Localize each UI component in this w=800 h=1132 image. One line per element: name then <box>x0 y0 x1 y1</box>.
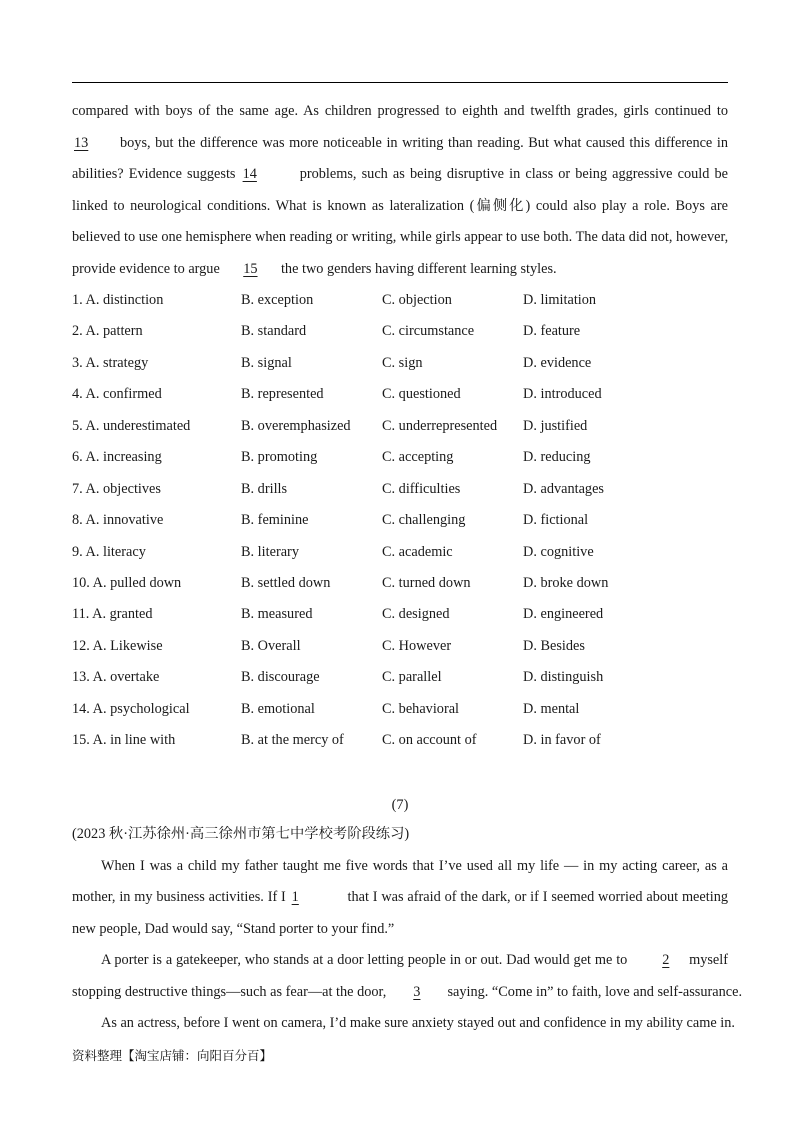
option-choice: C. on account of <box>382 732 477 749</box>
option-choice: B. discourage <box>241 669 320 686</box>
option-choice: D. justified <box>523 417 588 434</box>
option-row <box>72 568 728 599</box>
header-rule <box>72 82 728 83</box>
text-segment: saying. “Come in” to faith, love and self-assurance. <box>443 983 743 1000</box>
option-row <box>72 537 728 568</box>
option-choice: D. introduced <box>523 386 602 403</box>
option-choice: D. feature <box>523 323 581 340</box>
option-choice: D. evidence <box>523 354 592 371</box>
option-choice: B. overemphasized <box>241 417 351 434</box>
option-choice: C. accepting <box>382 449 454 466</box>
answer-blank: 13 <box>74 134 89 151</box>
text-line <box>72 977 743 1009</box>
option-choice: 7. A. objectives <box>72 480 161 497</box>
option-choice: D. cognitive <box>523 543 594 560</box>
footer-note: 资料整理【淘宝店铺：向阳百分百】 <box>72 1048 273 1063</box>
text-line <box>72 128 728 160</box>
option-choice: B. drills <box>241 480 288 497</box>
option-row <box>72 285 728 316</box>
answer-blank: 3 <box>413 983 421 1000</box>
text-line <box>72 945 728 977</box>
option-choice: C. challenging <box>382 512 466 529</box>
option-row <box>72 348 728 379</box>
option-row <box>72 725 728 756</box>
text-line <box>72 851 728 883</box>
option-choice: 1. A. distinction <box>72 292 164 308</box>
text-segment: provide evidence to argue <box>72 260 224 277</box>
option-choice: 2. A. pattern <box>72 323 143 340</box>
option-choice: B. signal <box>241 354 292 371</box>
option-row <box>72 505 728 536</box>
option-choice: C. behavioral <box>382 700 460 717</box>
text-line <box>72 159 728 191</box>
option-choice: 6. A. increasing <box>72 449 162 466</box>
option-choice: D. broke down <box>523 574 609 591</box>
option-choice: C. difficulties <box>382 480 461 497</box>
option-choice: 8. A. innovative <box>72 512 164 529</box>
text-segment: When I was a child my father taught me five words that I’ve used all my life — in my acting career, as a <box>101 857 728 874</box>
text-line <box>72 914 728 946</box>
option-choice: B. represented <box>241 386 324 403</box>
option-choice: C. However <box>382 637 452 654</box>
option-choice: D. in favor of <box>523 732 601 749</box>
text-segment: boys, but the difference was more noticeable in writing than reading. But what caused this difference in <box>120 134 728 151</box>
option-choice: C. objection <box>382 292 452 308</box>
option-choice: B. at the mercy of <box>241 732 344 749</box>
text-segment: linked to neurological conditions. What is known as lateralization (偏侧化) could also play a role. Boys are <box>72 197 728 214</box>
text-line <box>72 191 728 223</box>
text-segment: that I was afraid of the dark, or if I seemed worried about meeting <box>343 889 728 905</box>
text-segment: problems, such as being disruptive in class or being aggressive could be <box>294 166 728 182</box>
option-choice: B. feminine <box>241 512 309 529</box>
option-choice: B. emotional <box>241 700 315 717</box>
option-row <box>72 631 728 662</box>
option-choice: C. academic <box>382 543 453 560</box>
text-line <box>72 882 728 914</box>
text-segment: believed to use one hemisphere when reading or writing, while girls appear to use both. The data did not, however, <box>72 229 729 245</box>
option-choice: D. distinguish <box>523 669 604 686</box>
option-choice: D. engineered <box>523 606 604 623</box>
option-choice: 10. A. pulled down <box>72 574 182 591</box>
text-segment: new people, Dad would say, “Stand porter to your find.” <box>72 920 395 937</box>
option-row <box>72 379 728 410</box>
option-choice: B. promoting <box>241 449 318 466</box>
option-choice: C. sign <box>382 354 423 371</box>
option-choice: 11. A. granted <box>72 606 153 623</box>
option-row <box>72 316 728 347</box>
option-choice: 3. A. strategy <box>72 354 149 371</box>
answer-blank: 15 <box>243 260 258 277</box>
text-line <box>72 254 728 286</box>
option-choice: 12. A. Likewise <box>72 637 163 654</box>
text-segment: myself <box>685 952 728 968</box>
passage-1 <box>72 96 728 757</box>
passage-2-block <box>72 819 743 1040</box>
option-choice: D. mental <box>523 700 580 717</box>
answer-blank: 2 <box>662 952 670 968</box>
text-segment: compared with boys of the same age. As children progressed to eighth and twelfth grades, girls continued to <box>72 103 728 119</box>
option-row <box>72 411 728 442</box>
option-choice: B. settled down <box>241 574 331 591</box>
source-line: (2023 秋·江苏徐州·高三徐州市第七中学校考阶段练习) <box>72 826 410 842</box>
text-segment: the two genders having different learning styles. <box>277 260 557 277</box>
text-segment: A porter is a gatekeeper, who stands at a door letting people in or out. Dad would get me to <box>101 952 632 968</box>
option-choice: C. questioned <box>382 386 461 403</box>
option-row <box>72 694 728 725</box>
text-line <box>72 1008 735 1040</box>
option-choice: B. measured <box>241 606 313 623</box>
option-choice: C. parallel <box>382 669 442 686</box>
option-choice: C. circumstance <box>382 323 475 340</box>
text-segment: mother, in my business activities. If I <box>72 889 290 905</box>
option-choice: 15. A. in line with <box>72 732 176 749</box>
section-number: (7) <box>391 797 409 813</box>
option-choice: 13. A. overtake <box>72 669 160 686</box>
option-row <box>72 474 728 505</box>
option-choice: 5. A. underestimated <box>72 417 191 434</box>
option-choice: C. designed <box>382 606 450 623</box>
text-line <box>72 222 728 254</box>
option-row <box>72 442 728 473</box>
text-segment: stopping destructive things—such as fear—at the door, <box>72 983 390 1000</box>
option-choice: B. exception <box>241 292 314 308</box>
answer-blank: 14 <box>242 166 257 182</box>
option-choice: D. Besides <box>523 637 585 654</box>
options-list <box>72 285 728 757</box>
option-choice: D. limitation <box>523 292 597 308</box>
option-choice: D. reducing <box>523 449 591 466</box>
option-choice: C. turned down <box>382 574 471 591</box>
option-choice: C. underrepresented <box>382 417 498 434</box>
option-row <box>72 599 728 630</box>
option-choice: D. advantages <box>523 480 604 497</box>
option-choice: 4. A. confirmed <box>72 386 162 403</box>
option-choice: 9. A. literacy <box>72 543 146 560</box>
answer-blank: 1 <box>291 889 299 905</box>
passage-2 <box>72 851 743 1040</box>
option-choice: D. fictional <box>523 512 589 529</box>
text-line <box>72 96 728 128</box>
option-choice: B. standard <box>241 323 307 340</box>
option-choice: 14. A. psychological <box>72 700 190 717</box>
option-choice: B. Overall <box>241 637 301 654</box>
option-row <box>72 662 728 693</box>
option-choice: B. literary <box>241 543 299 560</box>
text-segment: As an actress, before I went on camera, I’d make sure anxiety stayed out and confidence in my ability came in. <box>101 1015 735 1031</box>
text-segment: abilities? Evidence suggests <box>72 166 241 182</box>
